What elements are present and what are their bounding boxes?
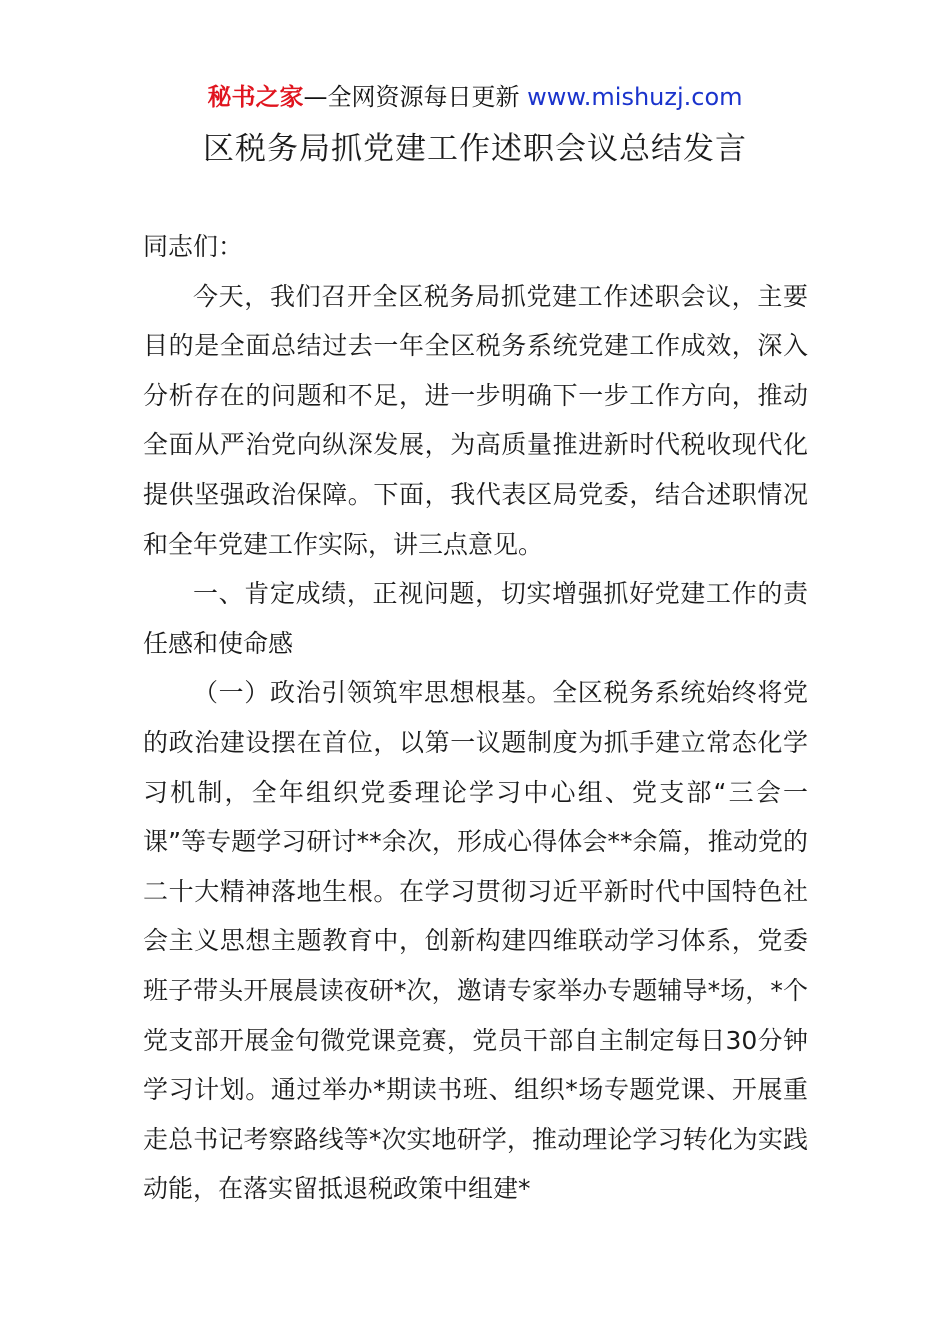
site-header — [0, 80, 950, 114]
document-title: 区税务局抓党建工作述职会议总结发言 — [203, 131, 747, 167]
header-slogan: —全网资源每日更新 — [303, 83, 520, 111]
paragraph-intro: 今天，我们召开全区税务局抓党建工作述职会议，主要目的是全面总结过去一年全区税务系统党建工作成效，深入分析存在的问题和不足，进一步明确下一步工作方向，推动全面从严治党向纵深发展，为高质量推进新时代税收现代化提供坚强政治保障。下面，我代表区局党委，结合述职情况和全年党建工作实际，讲三点意见。 — [143, 281, 808, 559]
site-url[interactable]: www.mishuzj.com — [527, 83, 743, 111]
document-body — [143, 222, 808, 1214]
salutation: 同志们： — [143, 232, 244, 261]
section-heading-1: 一、肯定成绩，正视问题，切实增强抓好党建工作的责任感和使命感 — [143, 579, 808, 658]
brand-name: 秘书之家 — [207, 83, 304, 111]
paragraph-section-1-1: （一）政治引领筑牢思想根基。全区税务系统始终将党的政治建设摆在首位，以第一议题制度为抓手建立常态化学习机制，全年组织党委理论学习中心组、党支部“三会一课”等专题学习研讨**余次，形成心得体会**余篇，推动党的二十大精神落地生根。在学习贯彻习近平新时代中国特色社会主义思想主题教育中，创新构建四维联动学习体系，党委班子带头开展晨读夜研*次，邀请专家举办专题辅导*场，*个党支部开展金句微党课竞赛，党员干部自主制定每日30分钟学习计划。通过举办*期读书班、组织*场专题党课、开展重走总书记考察路线等*次实地研学，推动理论学习转化为实践动能，在落实留抵退税政策中组建* — [143, 678, 808, 1204]
